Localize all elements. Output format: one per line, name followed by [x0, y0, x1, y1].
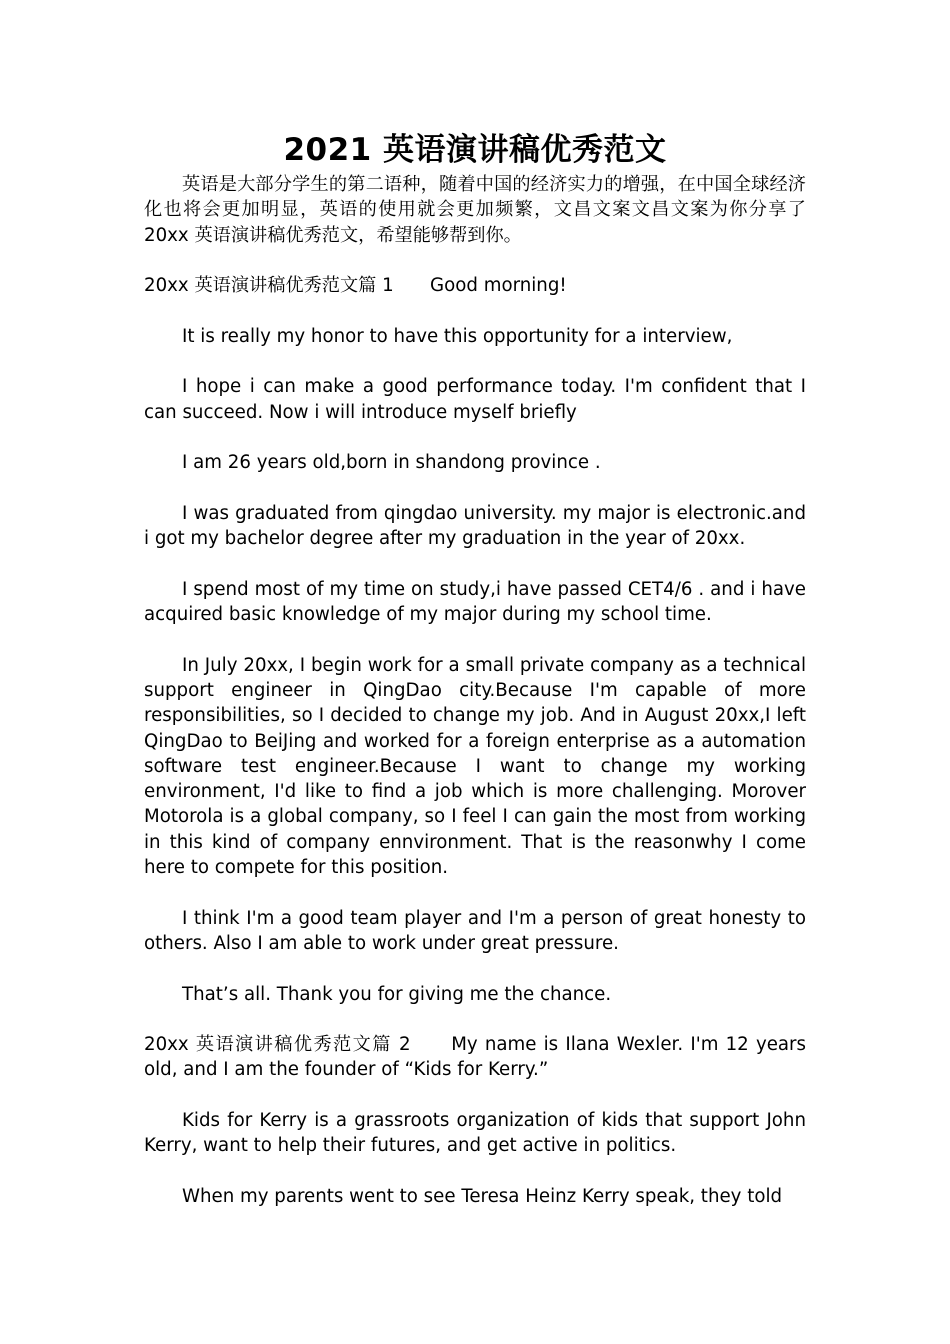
document-page [144, 128, 806, 1209]
body-paragraph: When my parents went to see Teresa Heinz Kerry speak, they told [182, 1185, 783, 1207]
body-paragraph: I spend most of my time on study,i have passed CET4/6 . and i have acquired basic knowledge of my major during my school time. [144, 578, 806, 626]
section-1-heading-paragraph: 20xx 英语演讲稿优秀范文篇 1 Good morning! [144, 275, 567, 297]
document-title: 2021 英语演讲稿优秀范文 [283, 132, 667, 168]
body-paragraph: I hope i can make a good performance today. I'm confident that I can succeed. Now i will introduce myself briefly [144, 376, 806, 423]
intro-paragraph: 英语是大部分学生的第二语种，随着中国的经济实力的增强，在中国全球经济化也将会更加明显，英语的使用就会更加频繁，文昌文案文昌文案为你分享了 20xx 英语演讲稿优秀范文，希望能够帮到你。 [144, 174, 806, 246]
section-2-heading-paragraph: 20xx 英语演讲稿优秀范文篇 2 My name is Ilana Wexler. I'm 12 years old, and I am the founder of “Kids for Kerry.” [144, 1034, 806, 1081]
body-paragraph: I was graduated from qingdao university. my major is electronic.and i got my bachelor degree after my graduation in the year of 20xx. [144, 502, 806, 550]
body-paragraph: I am 26 years old,born in shandong province . [182, 452, 601, 474]
body-paragraph: In July 20xx, I begin work for a small private company as a technical support engineer in QingDao city.Because I'm capable of more responsibilities, so I decided to change my job. And in August 20xx,I left QingDao to BeiJing and worked for a foreign enterprise as a automation software test engineer.Because I want to change my working environment, I'd like to find a job which is more challenging. Morover Motorola is a global company, so I feel I can gain the most from working in this kind of company ennvironment. That is the reasonwhy I come here to compete for this position. [144, 654, 806, 879]
body-paragraph: Kids for Kerry is a grassroots organization of kids that support John Kerry, want to help their futures, and get active in politics. [144, 1109, 806, 1157]
body-paragraph: That’s all. Thank you for giving me the chance. [182, 983, 612, 1005]
body-paragraph: It is really my honor to have this opportunity for a interview, [182, 325, 733, 347]
body-paragraph: I think I'm a good team player and I'm a person of great honesty to others. Also I am able to work under great pressure. [144, 907, 806, 954]
